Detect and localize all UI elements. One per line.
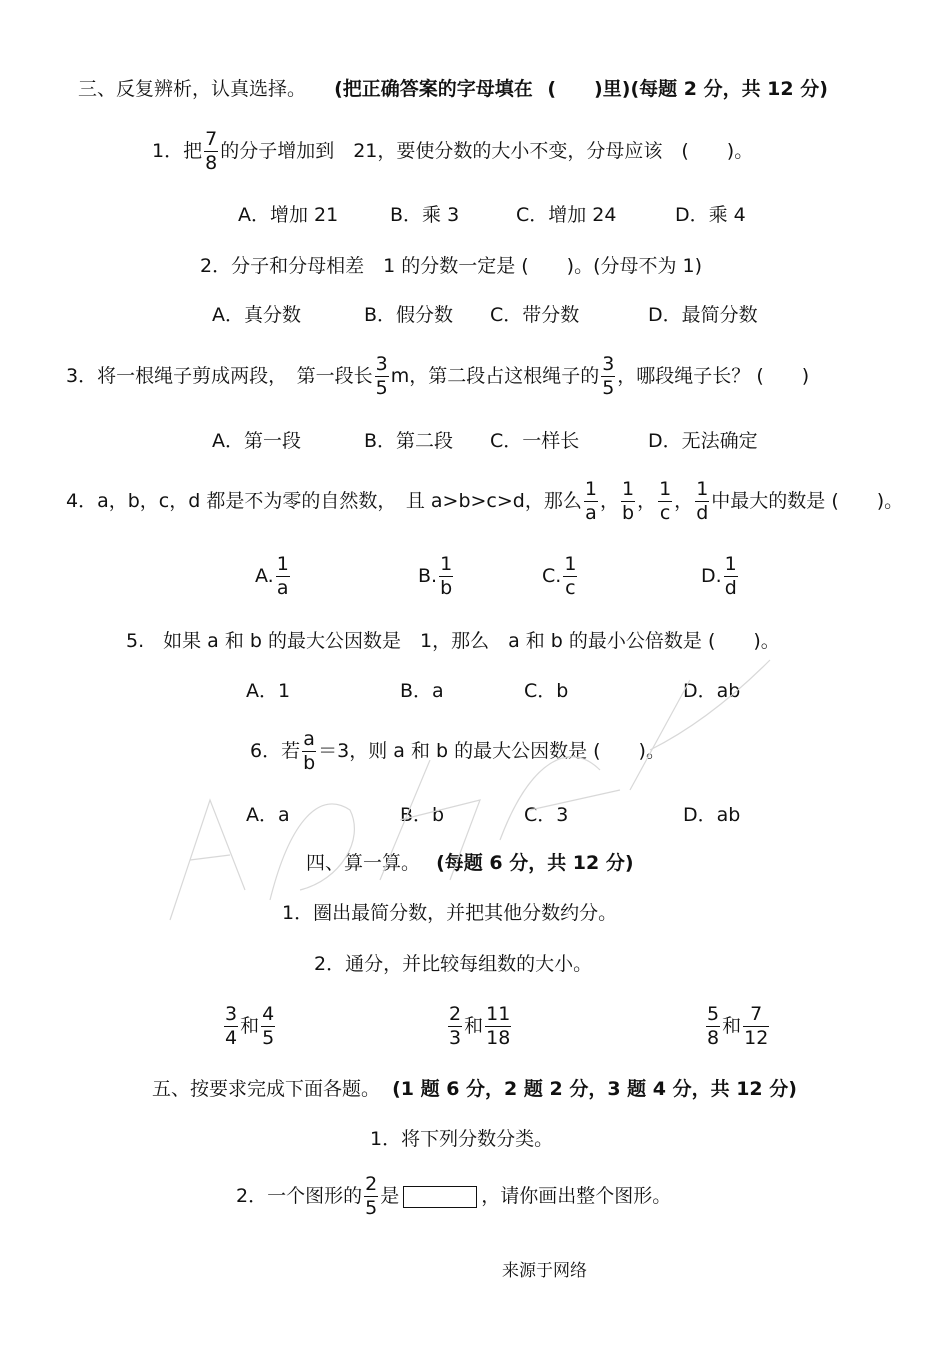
pair3-a-den: 8 [707,1027,720,1049]
q6-option-b[interactable]: B．b [400,804,445,826]
q4-frac-a [584,480,598,523]
q4-option-a-den: a [276,577,289,599]
q2-option-a[interactable]: A．真分数 [212,304,301,326]
pair1-a-den: 4 [225,1027,238,1049]
q1-option-b[interactable]: B．乘 3 [390,204,460,226]
pair2-a-den: 3 [449,1027,462,1049]
q4-option-c-den: c [565,577,576,599]
section5-heading [152,1080,797,1099]
q2-option-b[interactable]: B．假分数 [364,304,454,326]
q1-pre: 1．把 [152,140,203,162]
question-1 [152,130,753,173]
pair3-and: 和 [722,1015,742,1037]
q5-option-d[interactable]: D．ab [683,680,741,702]
pair3-frac-a [706,1005,720,1048]
q4-option-b-frac [439,555,453,598]
question-3 [66,355,809,398]
q2-option-d[interactable]: D．最简分数 [648,304,758,326]
section5-q1: 1．将下列分数分类。 [370,1128,554,1150]
q4-frac-b-num: 1 [621,478,635,500]
q3-option-a[interactable]: A．第一段 [212,430,301,452]
q4-option-c-num: 1 [564,553,577,575]
section5-heading-score: (1 题 6 分，2 题 2 分，3 题 4 分，共 12 分) [392,1078,797,1100]
q4-frac-d [695,480,709,523]
q6-pre: 6．若 [250,740,301,762]
fraction-pair-1 [222,1005,277,1048]
q6-frac-num: a [303,728,315,750]
q4-option-b-num: 1 [440,553,453,575]
pair1-frac-b [261,1005,275,1048]
q3-frac1-num: 3 [375,353,388,375]
pair1-b-den: 5 [262,1027,275,1049]
q2-option-c[interactable]: C．带分数 [490,304,580,326]
q6-option-a[interactable]: A．a [246,804,290,826]
fraction-pair-3 [704,1005,771,1048]
q6-frac-den: b [303,752,316,774]
section3-heading [78,80,828,99]
s5q2-pre: 2．一个图形的 [236,1185,363,1207]
question-6 [250,730,665,773]
section4-q1: 1．圈出最简分数，并把其他分数约分。 [282,902,618,924]
section4-q2: 2．通分，并比较每组数的大小。 [314,953,593,975]
heading-note-pre: (把正确答案的字母填在 [334,78,533,100]
section5-q2 [236,1175,671,1218]
s5q2-fraction [364,1175,378,1218]
q1-option-a[interactable]: A．增加 21 [238,204,339,226]
q1-option-c[interactable]: C．增加 24 [516,204,617,226]
section3-heading-text: 三、反复辨析，认真选择。 [78,78,307,100]
fraction-pair-2 [446,1005,513,1048]
q3-frac1-den: 5 [375,377,388,399]
q4-frac-b [621,480,635,523]
q4-sep: ， [599,490,619,512]
q3-option-d[interactable]: D．无法确定 [648,430,758,452]
pair1-b-num: 4 [262,1003,275,1025]
q4-frac-d-den: d [696,502,709,524]
section4-heading-score: (每题 6 分，共 12 分) [436,852,634,874]
q4-option-a-num: 1 [276,553,289,575]
pair2-b-den: 18 [486,1027,511,1049]
q4-option-d-den: d [724,577,737,599]
q4-frac-a-den: a [585,502,597,524]
q3-option-b[interactable]: B．第二段 [364,430,454,452]
q4-option-c[interactable] [542,555,579,598]
q4-option-b[interactable] [418,555,455,598]
s5q2-post: ，请你画出整个图形。 [481,1185,672,1207]
rectangle-shape [403,1186,477,1208]
source-footer: 来源于网络 [502,1261,587,1281]
heading-note-score: (每题 2 分，共 12 分) [630,78,828,100]
q1-post: 的分子增加到 21，要使分数的大小不变，分母应该 ( )。 [220,140,754,162]
q4-pre: 4．a，b，c，d 都是不为零的自然数， 且 a>b>c>d，那么 [66,490,582,512]
q4-frac-c-den: c [659,502,671,524]
question-2: 2．分子和分母相差 1 的分数一定是 ( )。(分母不为 1) [200,255,703,277]
q4-option-c-label: C. [542,565,562,587]
q3-post: ，哪段绳子长？ ( ) [617,365,810,387]
section3-heading-note [334,78,828,100]
pair3-a-num: 5 [707,1003,720,1025]
q4-frac-b-den: b [621,502,635,524]
pair2-a-num: 2 [449,1003,462,1025]
q1-frac-num: 7 [205,128,218,150]
pair2-b-num: 11 [486,1003,511,1025]
q5-option-b[interactable]: B．a [400,680,444,702]
q3-pre: 3．将一根绳子剪成两段， 第一段长 [66,365,373,387]
pair3-b-den: 12 [744,1027,769,1049]
s5q2-frac-num: 2 [365,1173,378,1195]
pair1-a-num: 3 [225,1003,238,1025]
pair2-and: 和 [464,1015,484,1037]
q4-option-a-frac [276,555,290,598]
q4-option-b-label: B. [418,565,438,587]
q3-frac2-num: 3 [602,353,615,375]
s5q2-frac-den: 5 [365,1197,378,1219]
q4-frac-a-num: 1 [584,478,597,500]
q5-option-a[interactable]: A．1 [246,680,291,702]
heading-note-paren: ( )里) [547,78,631,100]
pair1-and: 和 [240,1015,260,1037]
pair2-frac-a [448,1005,462,1048]
q1-frac-den: 8 [205,152,218,174]
q4-option-d-num: 1 [724,553,737,575]
q6-option-c[interactable]: C．3 [524,804,569,826]
pair3-b-num: 7 [743,1005,769,1027]
q3-mid: m，第二段占这根绳子的 [390,365,600,387]
q3-fraction-1 [375,355,389,398]
q4-option-d-frac [724,555,738,598]
section5-heading-text: 五、按要求完成下面各题。 [152,1078,381,1100]
pair1-frac-a [224,1005,238,1048]
q3-frac2-den: 5 [602,377,615,399]
q4-sep: ， [637,490,657,512]
q3-fraction-2 [601,355,615,398]
q5-option-c[interactable]: C．b [524,680,569,702]
q4-post: 中最大的数是 ( )。 [711,490,904,512]
q1-option-d[interactable]: D．乘 4 [675,204,746,226]
q4-sep: ， [674,490,694,512]
q4-option-c-frac [563,555,577,598]
q4-option-d[interactable] [701,555,740,598]
question-5: 5. 如果 a 和 b 的最大公因数是 1，那么 a 和 b 的最小公倍数是 ( )。 [126,630,780,652]
q6-option-d[interactable]: D．ab [683,804,741,826]
section4-heading-text: 四、算一算。 [306,852,421,874]
q6-post: ＝3，则 a 和 b 的最大公因数是 ( )。 [318,740,665,762]
q4-option-a[interactable] [255,555,292,598]
q4-frac-c [658,480,672,523]
q4-frac-c-num: 1 [659,478,672,500]
q4-frac-d-num: 1 [696,478,709,500]
section4-heading [306,854,634,873]
q1-fraction [204,130,218,173]
question-4 [66,480,903,523]
q4-option-a-label: A. [255,565,274,587]
q3-option-c[interactable]: C．一样长 [490,430,580,452]
pair3-frac-b [743,1005,769,1048]
q4-option-d-label: D. [701,565,722,587]
q6-fraction [302,730,316,773]
q4-option-b-den: b [440,577,453,599]
pair2-frac-b [485,1005,511,1048]
s5q2-mid: 是 [380,1185,400,1207]
